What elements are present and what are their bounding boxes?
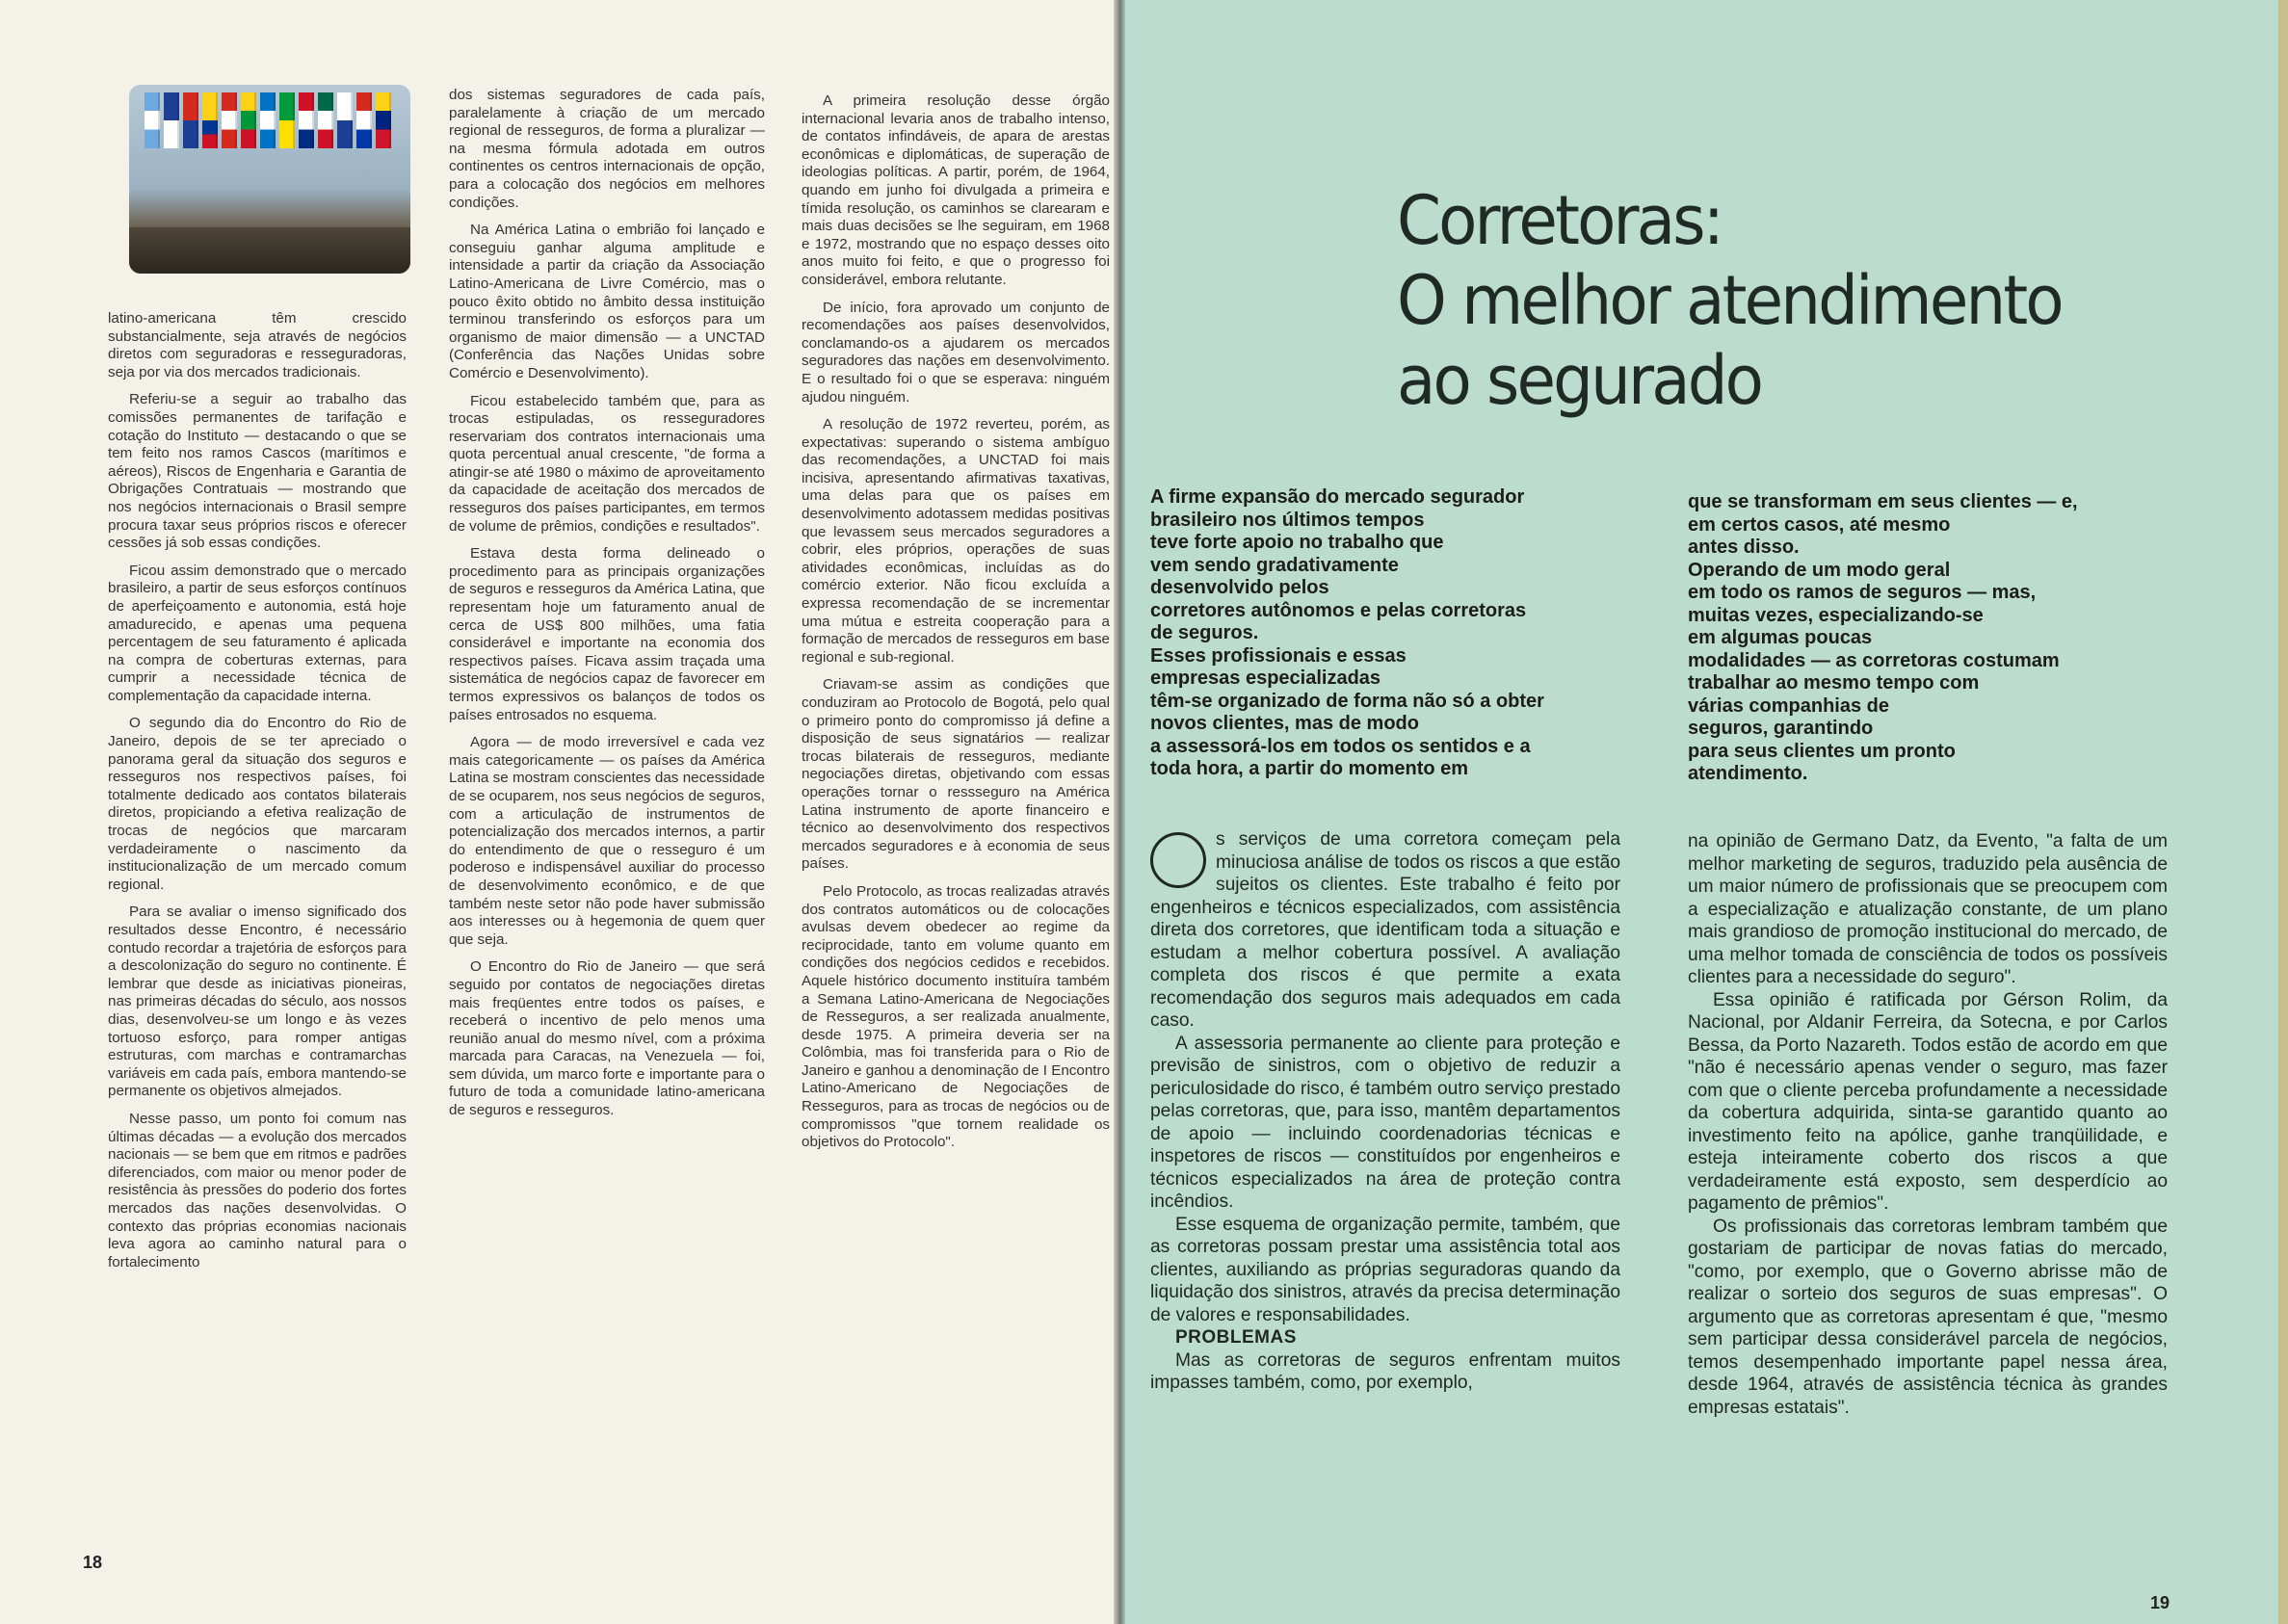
paragraph: Pelo Protocolo, as trocas realizadas através dos contratos automáticos ou de colocações avulsas devem obedecer ao regime da reciprocidade, tanto em volume quanto em condições dos negócios cedidos e recebidos. Aquele histórico documento instituíra também a Semana Latino-Americana de Negociações de Resseguros, a ser realizada anualmente, desde 1975. A primeira deveria ser na Colômbia, mas foi transferida para o Rio de Janeiro e ganhou a denominação de I Encontro Latino-Americano de Negociações de Resseguros, para as trocas de negócios ou de compromissos "que tornem realidade os objetivos do Protocolo". <box>802 882 1111 1151</box>
paragraph: Criavam-se assim as condições que conduziram ao Protocolo de Bogotá, pelo qual o primeiro ponto do compromisso já define a disposição de seus signatários — realizar trocas bilaterais de resseguros, mediante negociações diretas, objetivando com essas operações tornar o ressseguro na América Latina instrumento de aporte financeiro e técnico ao desenvolvimento dos respectivos mercados seguradores e à economia de seus países. <box>802 676 1110 873</box>
lead-line: em certos casos, até mesmo <box>1688 513 1951 536</box>
paragraph: O segundo dia do Encontro do Rio de Janeiro, depois de se ter apreciado o panorama geral da situação dos seguros e resseguros nos respectivos países, foi totalmente dedicado aos contatos bilaterais diretos, propiciando a efetiva realização de trocas de negócios que marcaram verdadeiramente o nascimento da institucionalização de um mercado comum regional. <box>108 715 407 893</box>
paragraph: Agora — de modo irreversível e cada vez mais categoricamente — os países da América Latina se mostram conscientes das necessidade de se ocuparem, nos seus negócios de seguros, com a articulação de instrumentos de potencialização dos mercados internos, a partir do entendimento de que o resseguro é um poderoso e indispensável auxiliar do processo de desenvolvimento econômico, e de que também neste setor não pode haver submissão aos interesses ou à hegemonia de quem quer que seja. <box>449 734 765 948</box>
paragraph: O Encontro do Rio de Janeiro — que será seguido por contatos de negociações diretas mais freqüentes entre todos os países, e receberá o incentivo de pelo menos uma reunião anual do mesmo nível, com a próxima marcada para Caracas, na Venezuela — foi, sem dúvida, um marco forte e importante para o futuro de toda a comunidade latino-americana de seguros e resseguros. <box>449 958 765 1119</box>
section-subhead: PROBLEMAS <box>1175 1327 1297 1348</box>
paragraph-text: s serviços de uma corretora começam pela minuciosa análise de todos os riscos a que estão sujeitos os clientes. Este trabalho é feito por engenheiros e técnicos especializados, com assistência direta dos corretores, que identificam toda a situação e estudam a melhor cobertura possível. A avaliação completa dos riscos é que permite a exata recomendação dos seguros mais adequados em cada caso. <box>1150 829 1620 1031</box>
left-column-2 <box>449 87 765 1130</box>
paragraph <box>1150 828 1620 1033</box>
paragraph: Para se avaliar o imenso significado dos resultados desse Encontro, é necessário contudo recordar a trajetória de esforços para a descolonização do seguro no continente. É lembrar que desde as iniciativas pioneiras, nas primeiras décadas do século, aos nossos dias, desenvolveu-se um longo e às vezes tortuoso esforço, para romper antigas estruturas, com marchas e contramarchas variáveis em cada país, embora mantendo-se permanente os objetivos almejados. <box>108 904 407 1100</box>
paragraph: Nesse passo, um ponto foi comum nas últimas décadas — a evolução dos mercados nacionais — se bem que em ritmos e padrões diferenciados, com maior ou menor poder de resistência às pressões do poderio dos fortes mercados das nações desenvolvidas. O contexto das próprias economias nacionais leva agora ao caminho natural para o fortalecimento <box>108 1110 407 1270</box>
paragraph: Mas as corretoras de seguros enfrentam muitos impasses também, como, por exemplo, <box>1150 1349 1620 1393</box>
book-gutter <box>1114 0 1125 1624</box>
page-edge <box>2278 0 2288 1624</box>
lead-line: desenvolvido pelos <box>1150 577 1329 598</box>
right-column-1 <box>1150 828 1620 1395</box>
page-number-right: 19 <box>2150 1593 2170 1612</box>
paragraph: Essa opinião é ratificada por Gérson Rolim, da Nacional, por Aldanir Ferreira, da Sotecna, e por Carlos Bessa, da Porto Nazareth. Todos estão de acordo em que "não é necessário apenas vender o seguro, mas fazer com que o cliente perceba profundamente a necessidade da cobertura adquirida, sinta-se garantido quanto ao investimento feito na apólice, ganhe tranqüilidade, e esteja inteiramente coberto dos riscos a que verdadeiramente está exposto, sem desperdício ao pagamento de prêmios". <box>1688 989 2168 1214</box>
lead-line: várias companhias de <box>1688 694 1889 717</box>
lead-line: Esses profissionais e essas <box>1150 644 1407 667</box>
right-column-2 <box>1688 830 2168 1419</box>
lead-line: em algumas poucas <box>1688 627 1873 648</box>
paragraph: dos sistemas seguradores de cada país, paralelamente à criação de um mercado regional de resseguros, de forma a pluralizar — na mesma fórmula adotada em outros continentes os centros internacionais de opção, para a colocação dos negócios em melhores condições. <box>449 87 765 211</box>
lead-line: antes disso. <box>1688 537 1800 558</box>
lead-line: a assessorá-los em todos os sentidos e a <box>1150 735 1531 757</box>
lead-line: trabalhar ao mesmo tempo com <box>1688 672 1980 694</box>
lead-line: para seus clientes um pronto <box>1688 740 1956 762</box>
left-column-1 <box>108 310 407 1281</box>
paragraph: Esse esquema de organização permite, também, que as corretoras possam prestar uma assistência total aos clientes, auxiliando as próprias seguradoras quando da liquidação dos sinistros, através da precisa determinação de valores e responsabilidades. <box>1150 1214 1620 1325</box>
paragraph: Na América Latina o embrião foi lançado e conseguiu ganhar alguma amplitude e intensidade a partir da criação da Associação Latino-Americana de Livre Comércio, mas o pouco êxito obtido no âmbito dessa instituição terminou transferindo os esforços para um organismo de maior dimensão — a UNCTAD (Conferência das Nações Unidas sobre Comércio e Desenvolvimento). <box>449 222 765 381</box>
paragraph: A primeira resolução desse órgão internacional levaria anos de trabalho intenso, de contatos infindáveis, de apara de arestas econômicas e diplomáticas, de superação de ideologias políticas. A partir, porém, de 1964, quando em junho foi divulgada a primeira e tímida resolução, os caminhos se clarearam e mais duas decisões se lhe seguiram, em 1968 e 1972, mostrando que no espaço desses oito anos muito foi feito, e que o progresso foi considerável, embora relutante. <box>802 92 1110 288</box>
headline-line: Corretoras: <box>1397 181 1723 260</box>
paragraph: A resolução de 1972 reverteu, porém, as expectativas: superando o sistema ambíguo das recomendações, a UNCTAD foi mais incisiva, apresentando afirmativas taxativas, uma delas para que os países em desenvolvimento adotassem medidas positivas que levassem seus mercados seguradores a cobrir, eles próprios, operações de suas atividades econômicas, incluídas as do comércio exterior. Não ficou excluída a expressa recomendação de se incrementar uma mútua e estreita cooperação para a formação de mercados de resseguros em base regional e sub-regional. <box>802 416 1110 666</box>
paragraph: Referiu-se a seguir ao trabalho das comissões permanentes de tarifação e cotação do Instituto — destacando o que se tem feito nos ramos Cascos (marítimos e aéreos), Riscos de Engenharia e Garantia de Obrigações Contratuais — mostrando que nos negócios internacionais o Brasil sempre procura taxar seus próprios riscos e oferecer cessões já sob essas condições. <box>108 391 407 552</box>
paragraph: Ficou estabelecido também que, para as trocas estipuladas, os resseguradores reservariam dos contratos internacionais uma quota percentual anual crescente, "de forma a atingir-se até 1980 o máximo de aproveitamento da capacidade de aceitação dos mercados de resseguros dos países participantes, em termos de volume de prêmios, condições e resultados". <box>449 392 765 535</box>
lead-line: que se transformam em seus clientes — e, <box>1688 491 2078 512</box>
article-headline <box>1397 181 2085 421</box>
paragraph: A assessoria permanente ao cliente para proteção e previsão de sinistros, com o objetivo de reduzir a periculosidade do risco, é também outro serviço prestado pelas corretoras, que, para isso, mantêm departamentos de apoio — incluindo coordenadorias técnicas e inspetores de riscos — constituídos por engenheiros e técnicos especializados na área de proteção contra incêndios. <box>1150 1033 1620 1212</box>
dropcap-letter <box>1150 832 1206 888</box>
lead-line: empresas especializadas <box>1150 668 1381 689</box>
lead-line: vem sendo gradativamente <box>1150 554 1399 576</box>
paragraph: latino-americana têm crescido substancialmente, seja através de negócios diretos com seguradoras e resseguradoras, seja por via dos mercados tradicionais. <box>108 310 407 380</box>
lead-line: seguros, garantindo <box>1688 718 1874 739</box>
lead-line: brasileiro nos últimos tempos <box>1150 509 1425 531</box>
lead-line: têm-se organizado de forma não só a obter <box>1150 690 1544 712</box>
lead-line: de seguros. <box>1150 622 1259 643</box>
flags-photo <box>129 85 410 274</box>
paragraph: Os profissionais das corretoras lembram também que gostariam de participar de novas fatias do mercado, "como, por exemplo, que o Governo abrisse mão de realizar o sorteio dos seguros de suas empresas". O argumento que as corretoras apresentam é que, "mesmo sem participar dessa considerável parcela de negócios, temos desempenhado importante papel nessa área, desde 1964, através de assistência técnica às grandes empresas estatais". <box>1688 1216 2168 1418</box>
lead-line: modalidades — as corretoras costumam <box>1688 649 2060 671</box>
paragraph: Estava desta forma delineado o procedimento para as principais organizações de seguros e resseguros da América Latina, que representam hoje um faturamento anual de cerca de US$ 800 milhões, uma fatia considerável e importante na economia dos respectivos países. Ficava assim traçada uma sistemática de negócios capaz de favorecer em termos expressivos os balanços de todos os países entrosados no esquema. <box>449 545 765 723</box>
lead-line: novos clientes, mas de modo <box>1150 713 1419 734</box>
lead-line: atendimento. <box>1688 763 1808 784</box>
lead-line: A firme expansão do mercado segurador <box>1150 486 1525 508</box>
lead-line: toda hora, a partir do momento em <box>1150 758 1469 779</box>
lead-line: em todo os ramos de seguros — mas, <box>1688 582 2037 603</box>
headline-line: ao segurado <box>1397 341 1762 420</box>
page-number-left: 18 <box>83 1553 103 1572</box>
paragraph: Ficou assim demonstrado que o mercado brasileiro, a partir de seus esforços contínuos de aperfeiçoamento e autonomia, está hoje amadurecido, e apenas uma pequena percentagem de seu faturamento é aplicada na compra de coberturas externas, para cumprir a necessidade técnica de complementação da capacidade interna. <box>108 562 407 704</box>
lead-line: teve forte apoio no trabalho que <box>1150 532 1444 553</box>
paragraph: na opinião de Germano Datz, da Evento, "a falta de um melhor marketing de seguros, traduzido pela ausência de um maior número de profissionais que se preocupem com a especialização e atualização constante, de um plano mais grandioso de promoção institucional do mercado, de uma melhor tomada de consciência de todos os possíveis clientes para a necessidade do seguro". <box>1688 831 2168 987</box>
lead-line: muitas vezes, especializando-se <box>1688 604 1984 626</box>
paragraph: De início, fora aprovado um conjunto de recomendações aos países desenvolvidos, conclamando-os a ajudarem os mercados seguradores das nações em desenvolvimento. E o resultado foi o que se esperava: ninguém ajudou ninguém. <box>802 299 1110 406</box>
lead-line: Operando de um modo geral <box>1688 559 1951 581</box>
lead-right <box>1688 491 2078 786</box>
lead-left <box>1150 486 1544 781</box>
headline-line: O melhor atendimento <box>1397 261 2062 340</box>
left-column-3 <box>802 92 1110 1162</box>
lead-line: corretores autônomos e pelas corretoras <box>1150 599 1527 621</box>
